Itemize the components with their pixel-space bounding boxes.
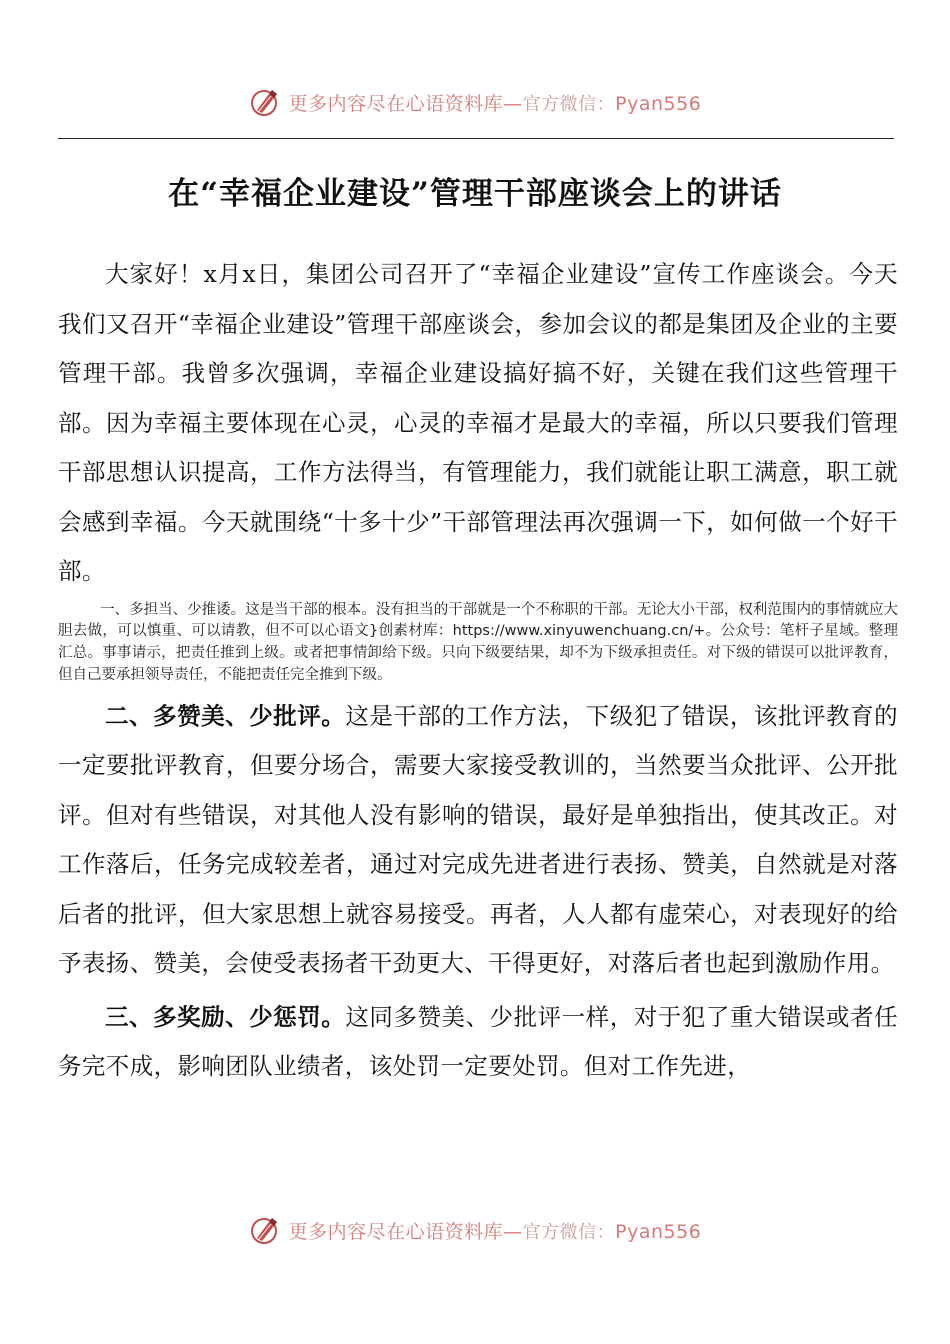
banner-text: 更多内容尽在心语资料库—官方微信：Pyan556 — [288, 1220, 702, 1243]
intro-paragraph: 大家好！x月x日，集团公司召开了“幸福企业建设”宣传工作座谈会。今天我们又召开“幸福企业建设”管理干部座谈会，参加会议的都是集团及企业的主要管理干部。我曾多次强调，幸福企业建设搞好搞不好，关键在我们这些管理干部。因为幸福主要体现在心灵，心灵的幸福才是最大的幸福，所以只要我们管理干部思想认识提高，工作方法得当，有管理能力，我们就能让职工满意，职工就会感到幸福。今天就围绕“十多十少”干部管理法再次强调一下，如何做一个好干部。 — [58, 260, 898, 585]
header-divider — [58, 138, 894, 139]
pen-nib-logo-icon — [249, 86, 281, 118]
section-1-paragraph: 一、多担当、少推诿。这是当干部的根本。没有担当的干部就是一个不称职的干部。无论大小干部，权利范围内的事情就应大胆去做，可以慎重、可以请教，但不可以心语文}创素材库：https://www.xinyuwenchuang.cn/+。公众号：笔杆子星域。整理汇总。事事请示，把责任推到上级。或者把事情卸给下级。只向下级要结果，却不为下级承担责任。对下级的错误可以批评教育，但自己要承担领导责任，不能把责任完全推到下级。 — [58, 601, 898, 683]
section-3-heading: 三、多奖励、少惩罚。 — [105, 1002, 346, 1031]
header-banner — [0, 82, 950, 122]
banner-text: 更多内容尽在心语资料库—官方微信：Pyan556 — [288, 92, 702, 115]
pen-nib-logo-icon — [249, 1214, 281, 1246]
section-2-paragraph — [58, 692, 898, 989]
footer-banner — [0, 1210, 950, 1250]
section-2-text: 这是干部的工作方法，下级犯了错误，该批评教育的一定要批评教育，但要分场合，需要大家接受教训的，当然要当众批评、公开批评。但对有些错误，对其他人没有影响的错误，最好是单独指出，使其改正。对工作落后，任务完成较差者，通过对完成先进者进行表扬、赞美，自然就是对落后者的批评，但大家思想上就容易接受。再者，人人都有虚荣心，对表现好的给予表扬、赞美，会使受表扬者干劲更大、干得更好，对落后者也起到激励作用。 — [58, 701, 898, 978]
section-2-heading: 二、多赞美、少批评。 — [105, 701, 346, 730]
section-3-text: 这同多赞美、少批评一样，对于犯了重大错误或者任务完不成，影响团队业绩者，该处罚一定要处罚。但对工作先进， — [58, 1002, 898, 1081]
section-3-paragraph — [58, 993, 898, 1092]
document-body — [58, 250, 898, 1092]
document-title: 在“幸福企业建设”管理干部座谈会上的讲话 — [168, 176, 782, 212]
